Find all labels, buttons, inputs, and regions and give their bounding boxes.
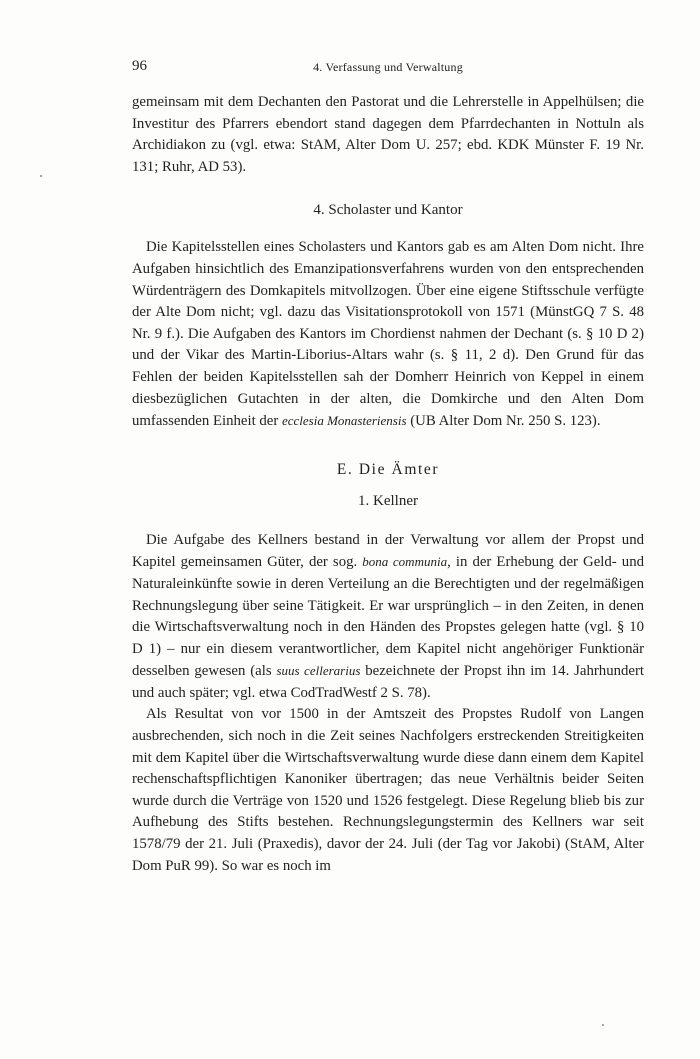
scan-speck [40,175,42,177]
section-heading-scholaster: 4. Scholaster und Kantor [313,202,463,219]
running-head: 4. Verfassung und Verwaltung [313,60,463,74]
kellner-text-c: bezeichnete der Propst ihn im 14. Jahrhundert und auch später; vgl. etwa CodTradWestf 2 S. 78). [132,663,645,701]
scholaster-text-2: (UB Alter Dom Nr. 250 S. 123). [406,413,601,430]
kellner-italic-2: suus cellerarius [276,663,361,679]
scholaster-text-1: Die Kapitelsstellen eines Scholasters und Kantors gab es am Alten Dom nicht. Ihre Aufgaben hinsichtlich des Emanzipationsverfahrens wurden von den entsprechenden Würdenträgern des Domkapitels mitvollzogen. Über eine eigene Stiftsschule verfügte der Alte Dom nicht; vgl. dazu das Visitationsprotokoll von 1571 (MünstGQ 7 S. 48 Nr. 9 f.). Die Aufgaben des Kantors im Chordienst nahmen der Dechant (s. § 10 D 2) und der Vikar des Martin-Liborius-Altars wahr (s. § 11, 2 d). Den Grund für das Fehlen der beiden Kapitelsstellen sah der Domherr Heinrich von Keppel in einem diesbezüglichen Gutachten in der alten, die Domkirche und den Alten Dom umfassenden Einheit der [132,239,644,430]
scholaster-italic: ecclesia Monasteriensis [281,413,407,429]
page-body [132,92,644,877]
page-header [132,58,644,78]
scholaster-paragraph [132,237,644,432]
subsection-heading-kellner: 1. Kellner [358,492,418,509]
kellner-italic-1: bona communia [362,554,448,570]
kellner-text-a: Die Aufgabe des Kellners bestand in der Verwaltung vor allem der Propst und Kapitel gemeinsamen Güter, der sog. [132,531,644,571]
kellner-paragraph-1 [132,530,644,705]
page-number: 96 [132,58,147,74]
scan-speck [602,1024,604,1026]
chapter-heading-aemter: E. Die Ämter [336,460,440,478]
intro-paragraph: gemeinsam mit dem Dechanten den Pastorat und die Lehrerstelle in Appelhülsen; die Investitur des Pfarrers ebendort stand dagegen dem Pfarrdechanten in Nottuln als Archidiakon zu (vgl. etwa: StAM, Alter Dom U. 257; ebd. KDK Münster F. 19 Nr. 131; Ruhr, AD 53). [132,94,644,175]
kellner-text-b: , in der Erhebung der Geld- und Naturaleinkünfte sowie in deren Verteilung an die Berechtigten und der regelmäßigen Rechnungslegung über seine Tätigkeit. Er war ursprünglich – in den Zeiten, in denen die Wirtschaftsverwaltung noch in den Händen des Propstes gelegen hatte (vgl. § 10 D 1) – nur ein diesem verantwortlicher, dem Kapitel nicht angehöriger Funktionär desselben gewesen (als [132,554,644,680]
kellner-paragraph-2: Als Resultat von vor 1500 in der Amtszeit des Propstes Rudolf von Langen ausbrechenden, sich noch in die Zeit seines Nachfolgers erstreckenden Streitigkeiten mit dem Kapitel über die Wirtschaftsverwaltung wurde diese dann einem dem Kapitel rechenschaftspflichtigen Kanoniker übertragen; das neue Verhältnis beider Seiten wurde durch die Verträge von 1520 und 1526 festgelegt. Diese Regelung blieb bis zur Aufhebung des Stifts bestehen. Rechnungslegungstermin des Kellners war seit 1578/79 der 21. Juli (Praxedis), davor der 24. Juli (der Tag vor Jakobi) (StAM, Alter Dom PuR 99). So war es noch im [132,706,644,874]
